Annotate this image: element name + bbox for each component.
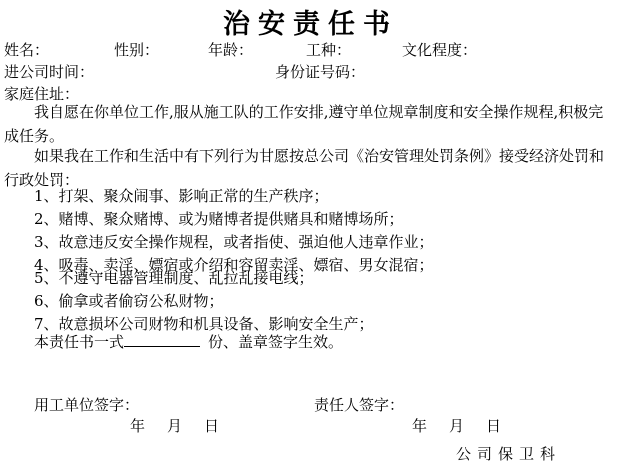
copies-prefix: 本责任书一式 — [34, 333, 125, 351]
person-signature-label: 责任人签字： — [314, 396, 405, 414]
name-label: 姓名： — [4, 41, 50, 59]
join-time-label: 进公司时间： — [4, 63, 95, 81]
address-label: 家庭住址： — [4, 85, 80, 103]
education-label: 文化程度： — [402, 41, 478, 59]
day-label: 日 — [486, 417, 502, 435]
copies-line — [34, 332, 343, 352]
rule-item-4: 4、吸毒、卖淫、嫖宿或介绍和容留卖淫、嫖宿、男女混宿； — [34, 256, 434, 274]
day-label: 日 — [204, 417, 220, 435]
year-label: 年 — [412, 417, 428, 435]
commitment-paragraph: 我自愿在你单位工作,服从施工队的工作安排,遵守单位规章制度和安全操作规程,积极完成任务。 — [4, 103, 604, 145]
rule-item-6: 6、偷拿或者偷窃公私财物； — [34, 292, 224, 310]
rule-item-5: 5、不遵守电器管理制度、乱拉乱接电线； — [34, 269, 314, 287]
rule-item-1: 1、打架、聚众闹事、影响正常的生产秩序； — [34, 187, 329, 205]
employer-signature-label: 用工单位签字： — [34, 396, 140, 414]
employer-date — [130, 416, 219, 436]
id-number-label: 身份证号码： — [275, 63, 366, 81]
month-label: 月 — [167, 417, 183, 435]
rule-item-7: 7、故意损坏公司财物和机具设备、影响安全生产； — [34, 315, 374, 333]
copies-blank — [124, 332, 200, 347]
document-title: 治安责任书 — [223, 9, 398, 40]
security-department: 公司保卫科 — [456, 445, 562, 463]
rule-item-2: 2、赌博、聚众赌博、或为赌博者提供赌具和赌博场所； — [34, 210, 404, 228]
rule-item-3: 3、故意违反安全操作规程，或者指使、强迫他人违章作业； — [34, 233, 434, 251]
penalty-paragraph: 如果我在工作和生活中有下列行为甘愿按总公司《治安管理处罚条例》接受经济处罚和行政处罚： — [4, 147, 605, 189]
month-label: 月 — [449, 417, 465, 435]
job-type-label: 工种： — [306, 41, 352, 59]
age-label: 年龄： — [208, 41, 254, 59]
gender-label: 性别： — [114, 41, 160, 59]
year-label: 年 — [130, 417, 146, 435]
copies-suffix: 份、盖章签字生效。 — [208, 333, 344, 351]
person-date — [412, 416, 501, 436]
